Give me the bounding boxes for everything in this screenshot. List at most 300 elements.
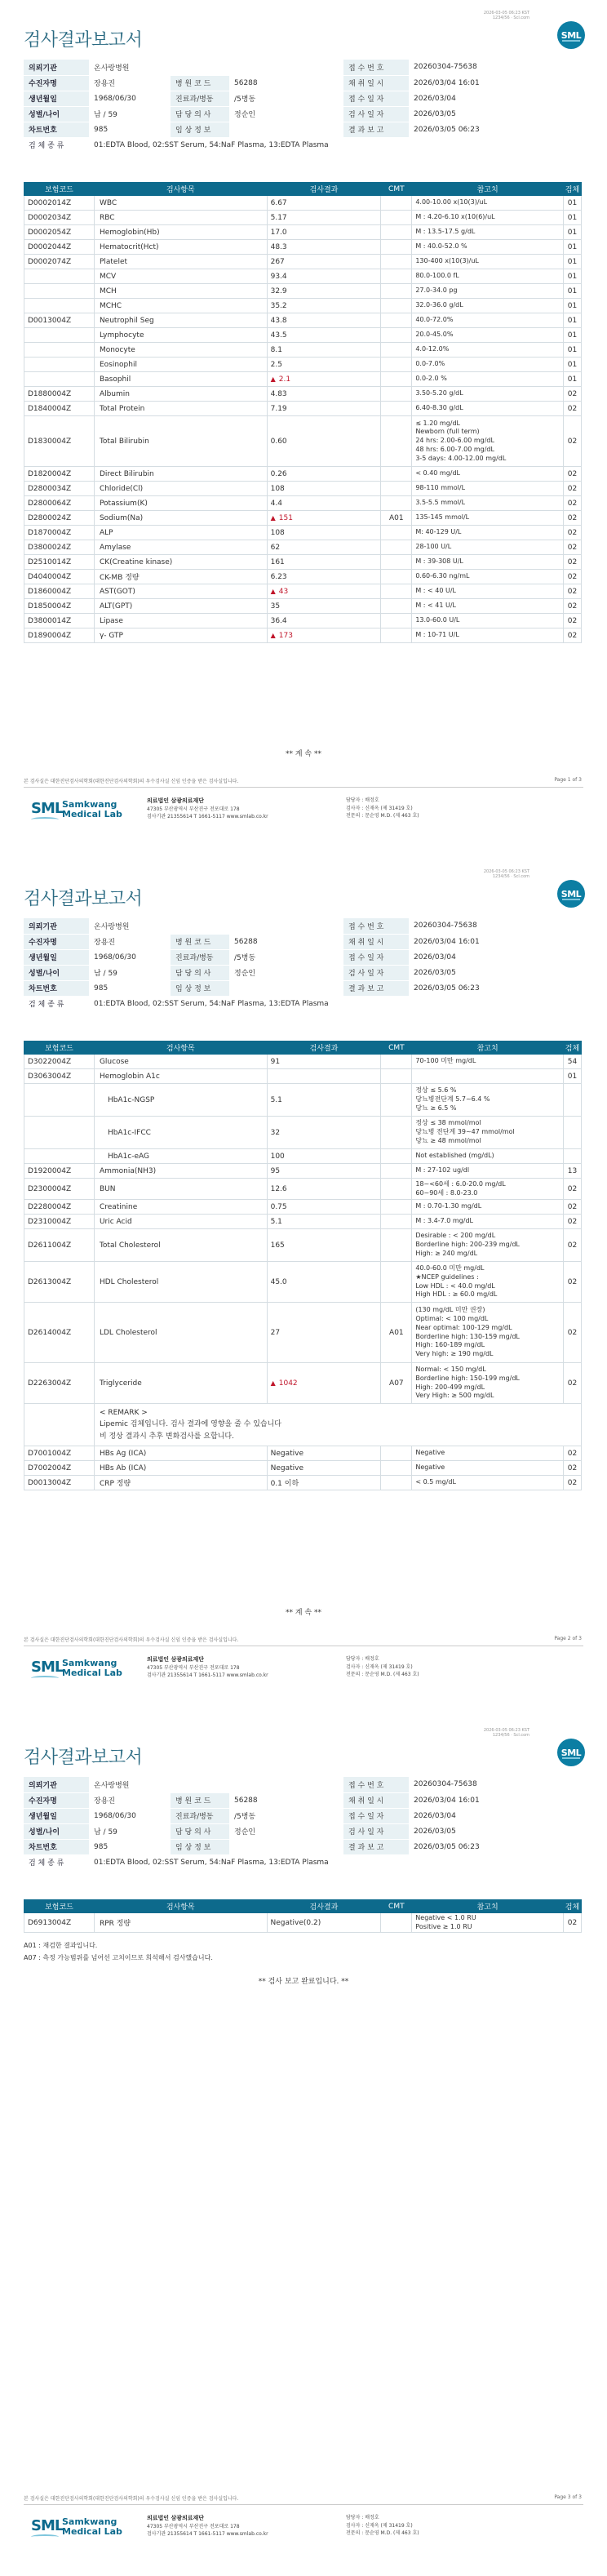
test-name: LDL Cholesterol [94,1303,267,1363]
specimen-code: 01 [563,196,581,211]
print-stamp: 2026-03-05 06:23 KST 1234/56 · Scl.com [483,1728,529,1738]
sexage-label: 성별/나이 [24,106,89,122]
doctor-label: 담 당 의 사 [171,965,229,980]
insurance-code [24,328,95,343]
reference-range: 27.0-34.0 pg [412,284,564,299]
table-row [24,1215,582,1229]
specimen-code: 02 [563,555,581,570]
test-cmt [381,1200,412,1215]
reference-range: 정상 ≤ 38 mmol/mol 당뇨병 전단계 39~47 mmol/mol 당뇨 ≥ 48 mmol/mol [412,1117,564,1149]
reference-range: Negative < 1.0 RU Positive ≥ 1.0 RU [412,1913,564,1933]
specimen-code: 01 [563,299,581,313]
test-name: BUN [94,1179,267,1200]
specimen-code: 02 [563,1476,581,1490]
insurance-code [24,269,95,284]
ward-code-value: 56288 [229,1792,343,1808]
sexage-value: 남 / 59 [89,106,171,122]
insurance-code: D2310004Z [24,1215,95,1229]
reference-range: 40.0-72.0% [412,313,564,328]
collect-value: 2026/03/04 16:01 [409,1792,582,1808]
test-name: Triglyceride [94,1363,267,1404]
test-result: 27 [267,1303,381,1363]
reference-range: ≤ 1.20 mg/dL Newborn (full term) 24 hrs: 2.00-6.00 mg/dL 48 hrs: 6.00-7.00 mg/dL 3-5 days: 4.00-12.00 mg/dL [412,416,564,467]
page-number: Page 1 of 3 [554,777,582,783]
signatures: 담당자 : 배정호 검사자 : 신재옥 (제 31419 호) 전문의 : 문순영 M.D. (제 463 호) [346,2515,419,2537]
test-cmt: A07 [381,1363,412,1404]
test-result: 161 [267,555,381,570]
clinical-label: 임 상 정 보 [171,980,229,996]
reference-range: 0.0-7.0% [412,358,564,372]
clinical-label: 임 상 정 보 [171,1839,229,1854]
reference-range: 28-100 U/L [412,540,564,555]
dob-value: 1968/06/30 [89,949,171,965]
test-name: Sodium(Na) [94,511,267,526]
reference-range: Negative [412,1446,564,1461]
test-result: 7.19 [267,402,381,416]
ward-code-value: 56288 [229,75,343,91]
reference-range: M : 3.4-7.0 mg/dL [412,1215,564,1229]
test-cmt [381,526,412,540]
reference-range: M : 27-102 ug/dl [412,1164,564,1179]
reference-range: 3.5-5.5 mmol/L [412,496,564,511]
test-result: 12.6 [267,1179,381,1200]
sexage-label: 성별/나이 [24,965,89,980]
high-flag-icon: ▲ [270,587,276,595]
institution-value: 온사랑병원 [89,918,343,934]
signatures: 담당자 : 배정호 검사자 : 신재옥 (제 31419 호) 전문의 : 문순영 M.D. (제 463 호) [346,797,419,819]
test-result: 48.3 [267,240,381,255]
test-cmt [381,614,412,628]
collect-label: 채 취 일 시 [343,934,409,949]
report-page [0,859,607,1717]
reference-range: 20.0-45.0% [412,328,564,343]
test-result: 0.75 [267,1200,381,1215]
sexage-label: 성별/나이 [24,1823,89,1839]
table-header-row [24,183,582,196]
page-title: 검사결과보고서 [24,30,143,51]
results-table [24,1899,582,1933]
specimen-code: 01 [563,255,581,269]
receive-label: 접 수 일 자 [343,1808,409,1823]
table-row [24,496,582,511]
test-result: 0.26 [267,467,381,482]
report-value: 2026/03/05 06:23 [409,122,582,137]
test-name: CK(Creatine kinase) [94,555,267,570]
table-row [24,1476,582,1490]
sexage-value: 남 / 59 [89,1823,171,1839]
page-number: Page 3 of 3 [554,2494,582,2500]
receipt-label: 접 수 번 호 [343,918,409,934]
table-row [24,328,582,343]
reference-range: 40.0-60.0 미만 mg/dL ★NCEP guidelines : Low HDL : < 40.0 mg/dL High HDL : ≥ 60.0 mg/dL [412,1262,564,1303]
exam-date-label: 검 사 일 자 [343,965,409,980]
test-name: Neutrophil Seg [94,313,267,328]
insurance-code: D0002034Z [24,211,95,225]
insurance-code: D1840004Z [24,402,95,416]
table-row [24,467,582,482]
signatures: 담당자 : 배정호 검사자 : 신재옥 (제 31419 호) 전문의 : 문순영 M.D. (제 463 호) [346,1656,419,1678]
test-name: HbA1c-eAG [94,1149,267,1164]
sml-logo: SML [31,1659,64,1676]
test-name: MCV [94,269,267,284]
test-name: Basophil [94,372,267,387]
reference-range: M : 0.70-1.30 mg/dL [412,1200,564,1215]
col-ref: 참고치 [412,183,564,196]
table-row [24,540,582,555]
specimen-code: 01 [563,284,581,299]
test-result: 36.4 [267,614,381,628]
table-row [24,1164,582,1179]
test-result: 108 [267,482,381,496]
test-cmt [381,570,412,584]
test-name: CRP 정량 [94,1476,267,1490]
col-cmt: CMT [381,1042,412,1055]
table-row [24,1461,582,1476]
clinical-label: 임 상 정 보 [171,122,229,137]
test-cmt [381,211,412,225]
table-row [24,526,582,540]
specimen-code: 02 [563,599,581,614]
table-row [24,628,582,643]
test-name: MCH [94,284,267,299]
insurance-code [24,372,95,387]
test-name: Lymphocyte [94,328,267,343]
insurance-code [24,1117,95,1149]
table-row [24,1055,582,1069]
test-name: Glucose [94,1055,267,1069]
report-value: 2026/03/05 06:23 [409,980,582,996]
certification-note: 본 검사실은 대한진단검사의학회(대한진단검사의학회)의 우수검사실 신임 인증을 받은 검사실입니다. [24,779,239,784]
test-name: MCHC [94,299,267,313]
table-row [24,255,582,269]
reference-range [412,1069,564,1084]
footer-divider [24,787,583,788]
reference-range: 135-145 mmol/L [412,511,564,526]
reference-range: 4.0-12.0% [412,343,564,358]
dept-value: /5병동 [229,949,343,965]
col-code: 보험코드 [24,1900,95,1913]
col-result: 검사결과 [267,1900,381,1913]
reference-range: M : 4.20-6.10 x(10(6)/uL [412,211,564,225]
table-row [24,599,582,614]
table-row [24,313,582,328]
insurance-code: D1850004Z [24,599,95,614]
insurance-code: D7002004Z [24,1461,95,1476]
test-result: 95 [267,1164,381,1179]
dob-label: 생년월일 [24,91,89,106]
test-result: 0.60 [267,416,381,467]
test-result: 5.1 [267,1084,381,1117]
insurance-code: D1820004Z [24,467,95,482]
table-row [24,1229,582,1262]
insurance-code: D3063004Z [24,1069,95,1084]
table-row [24,584,582,599]
test-cmt [381,467,412,482]
doctor-value: 정순인 [229,106,343,122]
specimen-code: 02 [563,1913,581,1933]
test-name: Lipase [94,614,267,628]
insurance-code: D2300004Z [24,1179,95,1200]
remark-text: < REMARK > Lipemic 검체입니다. 검사 결과에 영향을 줄 수 있습니다 비 정상 결과시 추후 변화검사를 요합니다. [94,1404,581,1446]
test-cmt [381,1262,412,1303]
test-cmt [381,628,412,643]
continue-mark: ** 계 속 ** [286,1609,321,1617]
test-name: Creatinine [94,1200,267,1215]
logo-wave-icon [31,1676,59,1681]
specimen-code: 02 [563,584,581,599]
test-name: Ammonia(NH3) [94,1164,267,1179]
table-row [24,570,582,584]
high-flag-icon: ▲ [270,375,276,383]
col-result: 검사결과 [267,183,381,196]
insurance-code: D4040004Z [24,570,95,584]
receive-value: 2026/03/04 [409,949,582,965]
continue-mark: ** 계 속 ** [286,750,321,758]
insurance-code: D2510014Z [24,555,95,570]
doctor-value: 정순인 [229,965,343,980]
insurance-code: D1830004Z [24,416,95,467]
comment-notes: A01 : 재검한 결과입니다. A07 : 측정 가능범위를 넘어선 고치이므로 희석해서 검사했습니다. [24,1942,213,1962]
specimen-label: 검 체 종 류 [24,137,89,153]
col-name: 검사항목 [94,1900,267,1913]
insurance-code [24,358,95,372]
insurance-code: D1870004Z [24,526,95,540]
table-row [24,358,582,372]
ward-code-label: 병 원 코 드 [171,75,229,91]
test-cmt [381,1084,412,1117]
test-cmt [381,343,412,358]
insurance-code [24,299,95,313]
specimen-code: 02 [563,526,581,540]
collect-value: 2026/03/04 16:01 [409,75,582,91]
specimen-code: 01 [563,358,581,372]
test-result: 35.2 [267,299,381,313]
sexage-value: 남 / 59 [89,965,171,980]
receipt-value: 20260304-75638 [409,1777,582,1792]
test-result: 100 [267,1149,381,1164]
reference-range: Normal: < 150 mg/dL Borderline high: 150-199 mg/dL High: 200-499 mg/dL Very High: ≥ 500 mg/dL [412,1363,564,1404]
reference-range: 32.0-36.0 g/dL [412,299,564,313]
table-row [24,555,582,570]
test-result: 6.67 [267,196,381,211]
reference-range: 4.00-10.00 x(10(3)/uL [412,196,564,211]
insurance-code: D2280004Z [24,1200,95,1215]
specimen-code: 02 [563,1446,581,1461]
page-number: Page 2 of 3 [554,1636,582,1641]
specimen-code [563,1149,581,1164]
specimen-code [563,1117,581,1149]
col-name: 검사항목 [94,1042,267,1055]
specimen-code: 02 [563,482,581,496]
chart-value: 985 [89,1839,171,1854]
receipt-label: 접 수 번 호 [343,60,409,75]
specimen-code: 02 [563,1229,581,1262]
high-flag-icon: ▲ [270,1379,276,1387]
test-result: Negative [267,1461,381,1476]
test-cmt [381,555,412,570]
reference-range: 130-400 x(10(3)/uL [412,255,564,269]
table-row [24,1069,582,1084]
test-name: Direct Bilirubin [94,467,267,482]
table-row [24,1200,582,1215]
test-cmt [381,240,412,255]
test-result: 43.8 [267,313,381,328]
insurance-code [24,284,95,299]
receive-label: 접 수 일 자 [343,91,409,106]
test-cmt [381,1117,412,1149]
collect-label: 채 취 일 시 [343,1792,409,1808]
doctor-label: 담 당 의 사 [171,106,229,122]
insurance-code: D2800034Z [24,482,95,496]
test-name: Hematocrit(Hct) [94,240,267,255]
insurance-code: D3022004Z [24,1055,95,1069]
test-cmt [381,1229,412,1262]
specimen-value: 01:EDTA Blood, 02:SST Serum, 54:NaF Plasma, 13:EDTA Plasma [89,1854,582,1870]
name-value: 장용진 [89,75,171,91]
test-result: 8.1 [267,343,381,358]
reference-range: 3.50-5.20 g/dL [412,387,564,402]
report-label: 결 과 보 고 [343,980,409,996]
table-row [24,240,582,255]
test-name: Monocyte [94,343,267,358]
specimen-code: 02 [563,511,581,526]
test-result: Negative [267,1446,381,1461]
exam-date-value: 2026/03/05 [409,106,582,122]
reference-range: M : < 41 U/L [412,599,564,614]
test-name: Hemoglobin(Hb) [94,225,267,240]
insurance-code: D2263004Z [24,1363,95,1404]
specimen-code: 54 [563,1055,581,1069]
col-ref: 참고치 [412,1900,564,1913]
test-cmt [381,599,412,614]
table-row [24,1913,582,1933]
specimen-code: 01 [563,269,581,284]
doctor-label: 담 당 의 사 [171,1823,229,1839]
patient-info-table [24,60,582,153]
test-result: 32.9 [267,284,381,299]
col-lab: 검체 [563,1900,581,1913]
test-cmt [381,1913,412,1933]
test-name: γ- GTP [94,628,267,643]
table-row [24,211,582,225]
test-name: Total Protein [94,402,267,416]
insurance-code: D1860004Z [24,584,95,599]
receipt-value: 20260304-75638 [409,918,582,934]
insurance-code: D1880004Z [24,387,95,402]
insurance-code [24,343,95,358]
exam-date-value: 2026/03/05 [409,1823,582,1839]
col-result: 검사결과 [267,1042,381,1055]
reference-range: 98-110 mmol/L [412,482,564,496]
reference-range: M : 39-308 U/L [412,555,564,570]
specimen-code: 02 [563,416,581,467]
insurance-code: D2614004Z [24,1303,95,1363]
name-label: 수진자명 [24,1792,89,1808]
specimen-code: 01 [563,328,581,343]
collect-value: 2026/03/04 16:01 [409,934,582,949]
reference-range: < 0.5 mg/dL [412,1476,564,1490]
brand-name: Samkwang Medical Lab [62,2516,122,2538]
specimen-code: 01 [563,211,581,225]
ward-code-label: 병 원 코 드 [171,934,229,949]
test-result: 0.1 이하 [267,1476,381,1490]
dob-label: 생년월일 [24,949,89,965]
specimen-code: 02 [563,1262,581,1303]
reference-range: 정상 ≤ 5.6 % 당뇨병전단계 5.7~6.4 % 당뇨 ≥ 6.5 % [412,1084,564,1117]
sml-logo: SML [31,2517,64,2534]
table-row [24,614,582,628]
test-cmt [381,416,412,467]
test-result: 4.4 [267,496,381,511]
test-result: ▲ 2.1 [267,372,381,387]
lab-address: 의료법인 삼광의료재단 47305 부산광역시 부산진구 전포대로 178 검사기관 21355614 T 1661-5117 www.smlab.co.kr [147,1656,268,1678]
specimen-code: 13 [563,1164,581,1179]
col-lab: 검체 [563,183,581,196]
specimen-code: 01 [563,343,581,358]
test-name: ALP [94,526,267,540]
lab-address: 의료법인 삼광의료재단 47305 부산광역시 부산진구 전포대로 178 검사기관 21355614 T 1661-5117 www.smlab.co.kr [147,2515,268,2537]
chart-label: 차트번호 [24,980,89,996]
specimen-code: 02 [563,1179,581,1200]
test-cmt [381,225,412,240]
test-name: RPR 정량 [94,1913,267,1933]
reference-range: M: 40-129 U/L [412,526,564,540]
certification-note: 본 검사실은 대한진단검사의학회(대한진단검사의학회)의 우수검사실 신임 인증을 받은 검사실입니다. [24,2496,239,2502]
brand-name: Samkwang Medical Lab [62,799,122,820]
clinical-value [229,1839,343,1854]
specimen-code: 02 [563,496,581,511]
specimen-code: 02 [563,1363,581,1404]
test-name: Uric Acid [94,1215,267,1229]
test-result: 5.1 [267,1215,381,1229]
test-name: Total Bilirubin [94,416,267,467]
collect-label: 채 취 일 시 [343,75,409,91]
report-value: 2026/03/05 06:23 [409,1839,582,1854]
dept-value: /5병동 [229,91,343,106]
test-result: 165 [267,1229,381,1262]
test-name: Potassium(K) [94,496,267,511]
dept-label: 진료과/병동 [171,91,229,106]
remark-row [24,1404,582,1446]
test-name: WBC [94,196,267,211]
page-title: 검사결과보고서 [24,1748,143,1768]
clinical-value [229,122,343,137]
test-cmt [381,1179,412,1200]
test-name: Chloride(Cl) [94,482,267,496]
test-cmt [381,196,412,211]
insurance-code [24,1149,95,1164]
test-result: 108 [267,526,381,540]
table-row [24,482,582,496]
col-cmt: CMT [381,183,412,196]
table-row [24,387,582,402]
test-cmt: A01 [381,511,412,526]
insurance-code: D1890004Z [24,628,95,643]
test-cmt [381,584,412,599]
test-name: HBs Ab (ICA) [94,1461,267,1476]
col-name: 검사항목 [94,183,267,196]
test-cmt [381,1446,412,1461]
specimen-code: 02 [563,467,581,482]
insurance-code: D0002014Z [24,196,95,211]
insurance-code: D0013004Z [24,313,95,328]
test-result: Negative(0.2) [267,1913,381,1933]
test-result: 45.0 [267,1262,381,1303]
test-cmt [381,1461,412,1476]
name-value: 장용진 [89,934,171,949]
table-row [24,343,582,358]
specimen-code: 01 [563,225,581,240]
